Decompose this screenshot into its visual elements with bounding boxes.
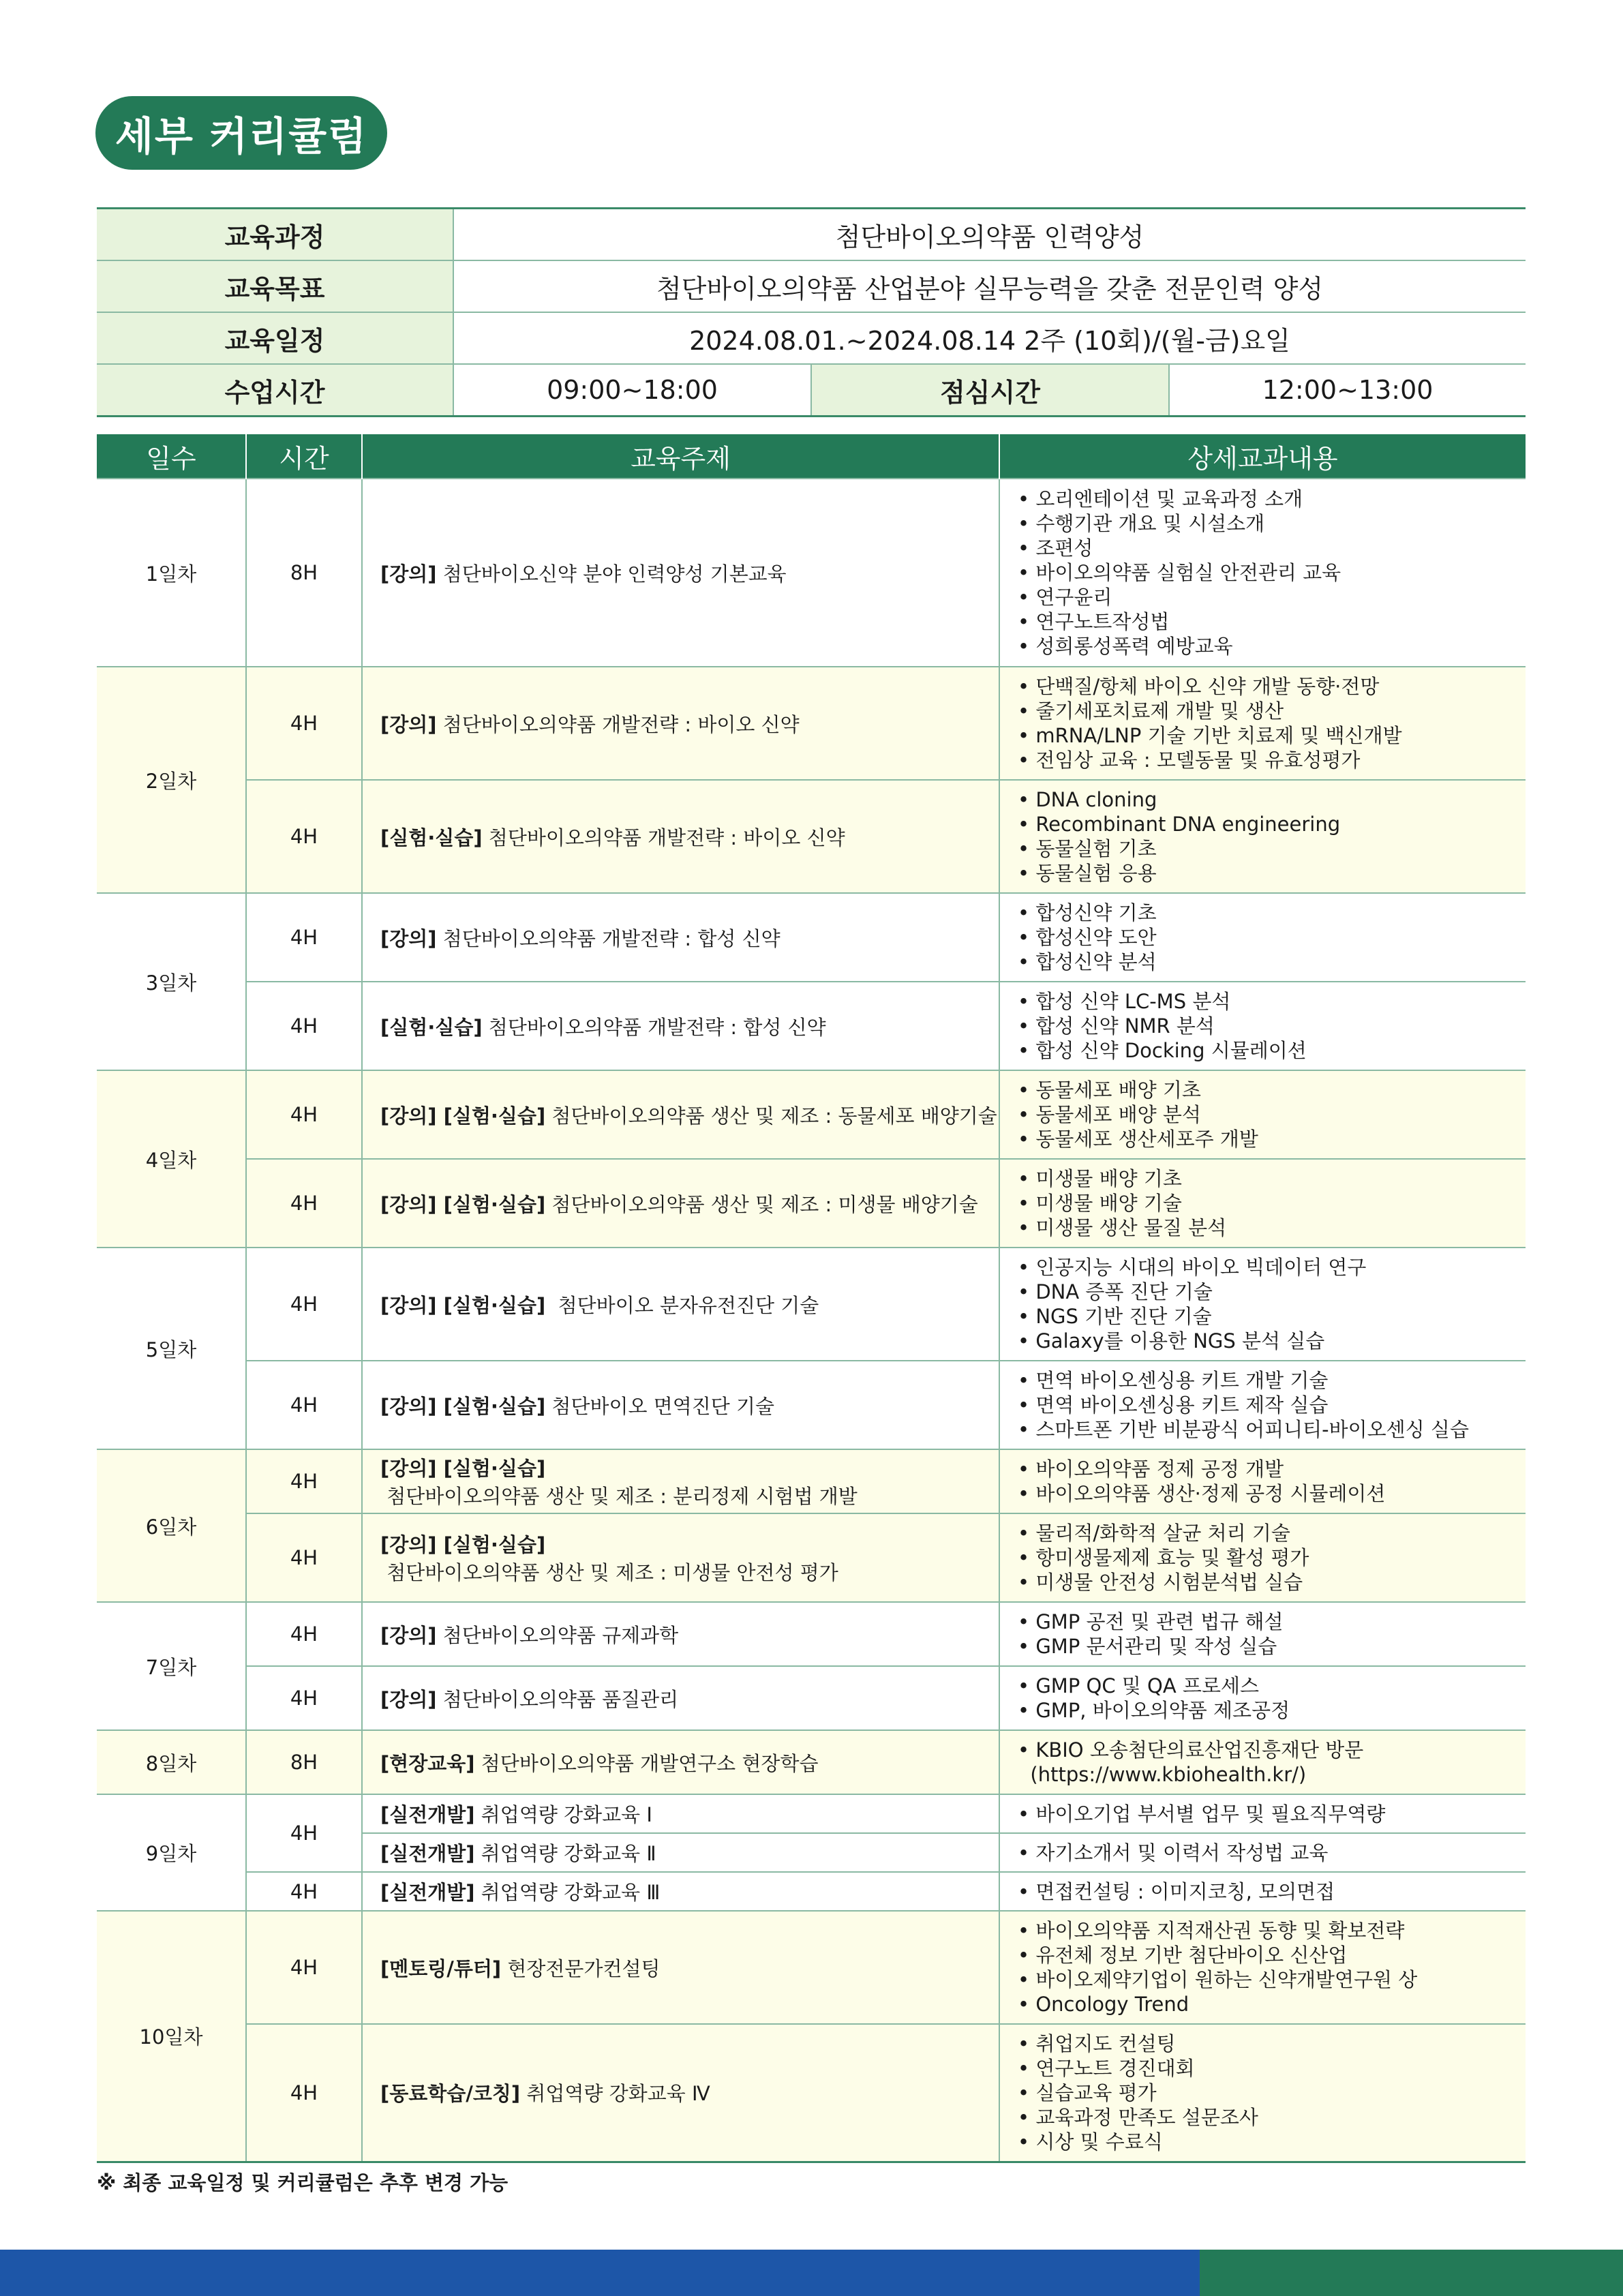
detail-item: • 미생물 배양 기술 [1018, 1192, 1182, 1215]
hours-cell: 4H [246, 893, 362, 982]
detail-item: • 면역 바이오센싱용 키트 개발 기술 [1018, 1369, 1329, 1392]
topic-tag: [현장교육] [380, 1751, 475, 1775]
hours-cell: 4H [246, 982, 362, 1070]
topic-text: 취업역량 강화교육 Ⅰ [474, 1803, 652, 1826]
topic-text: 첨단바이오 분자유전진단 기술 [545, 1293, 819, 1317]
curriculum-row [97, 667, 1526, 780]
topic-tag: [강의] [실험·실습] [380, 1394, 546, 1418]
detail-item: • 성희롱성폭력 예방교육 [1018, 635, 1233, 658]
course-info-table [97, 207, 1526, 417]
detail-item: (https://www.kbiohealth.kr/) [1018, 1763, 1307, 1786]
topic-tag: [실전개발] [380, 1842, 475, 1865]
detail-item: • 면역 바이오센싱용 키트 제작 실습 [1018, 1393, 1329, 1417]
topic-tag: [실전개발] [380, 1881, 475, 1904]
detail-cell [999, 1730, 1526, 1794]
detail-item: • 항미생물제제 효능 및 활성 평가 [1018, 1546, 1309, 1569]
topic-tag: [강의] [380, 1623, 437, 1647]
detail-item: • 동물실험 응용 [1018, 862, 1157, 885]
hours-cell: 4H [246, 1872, 362, 1911]
topic-cell [362, 1666, 999, 1730]
detail-cell [999, 1361, 1526, 1449]
detail-item: • Oncology Trend [1018, 1993, 1189, 2016]
topic-cell [362, 1513, 999, 1602]
class-time-value: 09:00~18:00 [453, 364, 811, 417]
topic-cell [362, 1911, 999, 2024]
topic-text: 취업역량 강화교육 Ⅱ [474, 1842, 656, 1865]
curriculum-row [97, 1070, 1526, 1159]
curriculum-row [97, 1248, 1526, 1361]
hours-cell: 4H [246, 1513, 362, 1602]
day-cell: 5일차 [97, 1248, 246, 1449]
topic-text: 첨단바이오의약품 개발전략 : 바이오 신약 [482, 826, 845, 849]
footnote: ※ 최종 교육일정 및 커리큘럼은 추후 변경 가능 [97, 2171, 509, 2194]
topic-text: 취업역량 강화교육 Ⅳ [520, 2082, 710, 2106]
detail-item: • DNA cloning [1018, 788, 1157, 811]
topic-text: 첨단바이오의약품 개발전략 : 합성 신약 [482, 1015, 826, 1039]
detail-item: • 합성 신약 NMR 분석 [1018, 1014, 1215, 1038]
topic-tag: [강의] [380, 712, 437, 736]
detail-item: • 연구노트작성법 [1018, 610, 1170, 633]
hours-cell: 4H [246, 1794, 362, 1872]
detail-cell [999, 1911, 1526, 2024]
course-label: 교육과정 [97, 209, 453, 261]
hours-cell: 4H [246, 1070, 362, 1159]
detail-cell [999, 1159, 1526, 1248]
hours-cell: 4H [246, 1449, 362, 1513]
detail-item: • 미생물 안전성 시험분석법 실습 [1018, 1571, 1303, 1594]
curriculum-row [97, 2024, 1526, 2162]
topic-tag: [강의] [실험·실습] [380, 1293, 546, 1317]
detail-cell [999, 479, 1526, 667]
curriculum-row [97, 479, 1526, 667]
detail-cell [999, 1449, 1526, 1513]
topic-cell [362, 1449, 999, 1513]
topic-text: 첨단바이오의약품 생산 및 제조 : 동물세포 배양기술 [545, 1104, 997, 1128]
detail-item: • 교육과정 만족도 설문조사 [1018, 2105, 1258, 2129]
detail-item: • GMP QC 및 QA 프로세스 [1018, 1674, 1259, 1697]
topic-tag: [강의] [380, 1687, 437, 1711]
hours-cell: 4H [246, 2024, 362, 2162]
detail-item: • 바이오의약품 지적재산권 동향 및 확보전략 [1018, 1919, 1405, 1942]
day-cell: 10일차 [97, 1911, 246, 2162]
course-value: 첨단바이오의약품 인력양성 [453, 209, 1526, 261]
hours-cell: 4H [246, 1361, 362, 1449]
detail-item: • 바이오기업 부서별 업무 및 필요직무역량 [1018, 1802, 1386, 1826]
class-time-label: 수업시간 [97, 364, 453, 417]
page-title: 세부 커리큘럼 [95, 96, 387, 170]
curriculum-row [97, 1911, 1526, 2024]
topic-cell [362, 1159, 999, 1248]
detail-item: • Galaxy를 이용한 NGS 분석 실습 [1018, 1329, 1325, 1353]
topic-cell [362, 1248, 999, 1361]
detail-cell [999, 1833, 1526, 1872]
detail-item: • 물리적/화학적 살균 처리 기술 [1018, 1522, 1290, 1545]
detail-item: • 자기소개서 및 이력서 작성법 교육 [1018, 1841, 1329, 1864]
hours-cell: 4H [246, 1248, 362, 1361]
goal-label: 교육목표 [97, 260, 453, 312]
topic-cell [362, 1833, 999, 1872]
detail-item: • 스마트폰 기반 비분광식 어피니티-바이오센싱 실습 [1018, 1418, 1469, 1441]
curriculum-table [97, 434, 1526, 2163]
topic-cell [362, 1361, 999, 1449]
hours-cell: 4H [246, 1602, 362, 1666]
detail-item: • GMP, 바이오의약품 제조공정 [1018, 1699, 1290, 1722]
day-cell: 1일차 [97, 479, 246, 667]
topic-cell [362, 893, 999, 982]
curriculum-row [97, 982, 1526, 1070]
detail-item: • 인공지능 시대의 바이오 빅데이터 연구 [1018, 1256, 1367, 1279]
detail-item: • 합성신약 도안 [1018, 926, 1157, 949]
topic-text: 첨단바이오의약품 품질관리 [436, 1687, 679, 1711]
detail-item: • 바이오의약품 생산·정제 공정 시뮬레이션 [1018, 1482, 1386, 1505]
topic-tag: [실험·실습] [380, 1015, 483, 1039]
topic-tag: [멘토링/튜터] [380, 1957, 502, 1980]
topic-text: 첨단바이오의약품 생산 및 제조 : 분리정제 시험법 개발 [380, 1485, 858, 1508]
detail-item: • 합성 신약 LC-MS 분석 [1018, 990, 1231, 1013]
hours-cell: 4H [246, 1159, 362, 1248]
hours-cell: 8H [246, 1730, 362, 1794]
detail-item: • 줄기세포치료제 개발 및 생산 [1018, 699, 1284, 723]
topic-cell [362, 982, 999, 1070]
topic-cell [362, 1602, 999, 1666]
day-cell: 4일차 [97, 1070, 246, 1248]
curriculum-row [97, 1666, 1526, 1730]
header-time: 시간 [246, 434, 362, 479]
detail-item: • 미생물 생산 물질 분석 [1018, 1216, 1227, 1239]
detail-item: • 유전체 정보 기반 첨단바이오 신산업 [1018, 1944, 1348, 1967]
lunch-value: 12:00~13:00 [1169, 364, 1526, 417]
detail-cell [999, 1070, 1526, 1159]
topic-tag: [실전개발] [380, 1803, 475, 1826]
footer-bar-green [1200, 2250, 1623, 2296]
header-topic: 교육주제 [362, 434, 999, 479]
detail-item: • GMP 문서관리 및 작성 실습 [1018, 1635, 1277, 1658]
topic-cell [362, 1070, 999, 1159]
topic-tag: [동료학습/코칭] [380, 2082, 521, 2106]
schedule-label: 교육일정 [97, 312, 453, 364]
header-day: 일수 [97, 434, 246, 479]
curriculum-row [97, 893, 1526, 982]
topic-cell [362, 1794, 999, 1833]
topic-tag: [강의] [380, 926, 437, 950]
hours-cell: 4H [246, 1911, 362, 2024]
detail-cell [999, 1666, 1526, 1730]
hours-cell: 8H [246, 479, 362, 667]
topic-text: 첨단바이오 면역진단 기술 [545, 1394, 775, 1418]
topic-cell [362, 1730, 999, 1794]
detail-cell [999, 1513, 1526, 1602]
detail-item: • 수행기관 개요 및 시설소개 [1018, 512, 1265, 535]
detail-item: • 미생물 배양 기초 [1018, 1167, 1182, 1190]
topic-cell [362, 667, 999, 780]
detail-item: • 바이오의약품 정제 공정 개발 [1018, 1457, 1284, 1481]
curriculum-row [97, 780, 1526, 893]
topic-cell [362, 1872, 999, 1911]
detail-cell [999, 1794, 1526, 1833]
detail-item: • DNA 증폭 진단 기술 [1018, 1280, 1213, 1303]
curriculum-row [97, 1513, 1526, 1602]
goal-value: 첨단바이오의약품 산업분야 실무능력을 갖춘 전문인력 양성 [453, 260, 1526, 312]
detail-item: • mRNA/LNP 기술 기반 치료제 및 백신개발 [1018, 724, 1402, 747]
detail-item: • 바이오의약품 실험실 안전관리 교육 [1018, 561, 1341, 584]
topic-cell [362, 780, 999, 893]
curriculum-row [97, 1159, 1526, 1248]
topic-cell [362, 2024, 999, 2162]
detail-item: • 연구노트 경진대회 [1018, 2056, 1195, 2080]
curriculum-row [97, 1361, 1526, 1449]
detail-cell [999, 2024, 1526, 2162]
detail-item: • 합성 신약 Docking 시뮬레이션 [1018, 1039, 1307, 1062]
topic-text: 첨단바이오의약품 개발연구소 현장학습 [474, 1751, 819, 1775]
detail-item: • 실습교육 평가 [1018, 2081, 1157, 2104]
detail-item: • 합성신약 분석 [1018, 950, 1157, 973]
detail-item: • 단백질/항체 바이오 신약 개발 동향·전망 [1018, 675, 1380, 698]
header-detail: 상세교과내용 [999, 434, 1526, 479]
detail-item: • 동물실험 기초 [1018, 837, 1157, 860]
topic-text: 첨단바이오의약품 생산 및 제조 : 미생물 안전성 평가 [380, 1561, 838, 1584]
detail-item: • 연구윤리 [1018, 586, 1112, 609]
topic-tag: [실험·실습] [380, 826, 483, 849]
lunch-label: 점심시간 [811, 364, 1169, 417]
day-cell: 8일차 [97, 1730, 246, 1794]
detail-item: • 동물세포 배양 분석 [1018, 1103, 1201, 1126]
detail-item: • 합성신약 기초 [1018, 901, 1157, 924]
day-cell: 9일차 [97, 1794, 246, 1911]
detail-item: • 조편성 [1018, 537, 1093, 560]
topic-text: 첨단바이오의약품 규제과학 [436, 1623, 679, 1647]
day-cell: 6일차 [97, 1449, 246, 1602]
detail-item: • NGS 기반 진단 기술 [1018, 1305, 1212, 1328]
detail-item: • 면접컨설팅 : 이미지코칭, 모의면접 [1018, 1879, 1335, 1903]
footer-bar-blue [0, 2250, 1200, 2296]
day-cell: 2일차 [97, 667, 246, 893]
hours-cell: 4H [246, 1666, 362, 1730]
day-cell: 7일차 [97, 1602, 246, 1730]
curriculum-row [97, 1730, 1526, 1794]
topic-tag: [강의] [380, 562, 437, 586]
detail-cell [999, 667, 1526, 780]
detail-cell [999, 1872, 1526, 1911]
curriculum-row [97, 1449, 1526, 1513]
detail-item: • 전임상 교육 : 모델동물 및 유효성평가 [1018, 749, 1361, 772]
detail-item: • 시상 및 수료식 [1018, 2130, 1163, 2154]
topic-text: 취업역량 강화교육 Ⅲ [474, 1881, 661, 1904]
curriculum-row [97, 1602, 1526, 1666]
day-cell: 3일차 [97, 893, 246, 1070]
detail-cell [999, 982, 1526, 1070]
detail-item: • 바이오제약기업이 원하는 신약개발연구원 상 [1018, 1968, 1418, 1991]
detail-item: • KBIO 오송첨단의료산업진흥재단 방문 [1018, 1738, 1364, 1762]
detail-cell [999, 893, 1526, 982]
detail-cell [999, 1602, 1526, 1666]
topic-tag: [강의] [실험·실습] [380, 1104, 546, 1128]
detail-item: • 취업지도 컨설팅 [1018, 2031, 1176, 2055]
hours-cell: 4H [246, 667, 362, 780]
detail-item: • Recombinant DNA engineering [1018, 813, 1341, 836]
detail-item: • 동물세포 배양 기초 [1018, 1078, 1201, 1102]
detail-cell [999, 780, 1526, 893]
detail-cell [999, 1248, 1526, 1361]
detail-item: • 동물세포 생산세포주 개발 [1018, 1128, 1258, 1151]
topic-text: 첨단바이오의약품 생산 및 제조 : 미생물 배양기술 [545, 1192, 978, 1216]
schedule-value: 2024.08.01.~2024.08.14 2주 (10회)/(월-금)요일 [453, 312, 1526, 364]
detail-item: • 오리엔테이션 및 교육과정 소개 [1018, 487, 1303, 511]
topic-text: 첨단바이오의약품 개발전략 : 합성 신약 [436, 926, 780, 950]
curriculum-row [97, 1872, 1526, 1911]
hours-cell: 4H [246, 780, 362, 893]
topic-text: 첨단바이오신약 분야 인력양성 기본교육 [436, 562, 787, 586]
topic-tag: [강의] [실험·실습] [380, 1457, 546, 1480]
topic-cell [362, 479, 999, 667]
curriculum-row [97, 1794, 1526, 1833]
topic-text: 첨단바이오의약품 개발전략 : 바이오 신약 [436, 712, 800, 736]
detail-item: • GMP 공전 및 관련 법규 해설 [1018, 1610, 1284, 1633]
topic-tag: [강의] [실험·실습] [380, 1192, 546, 1216]
topic-tag: [강의] [실험·실습] [380, 1533, 546, 1556]
topic-text: 현장전문가컨설팅 [501, 1957, 661, 1980]
